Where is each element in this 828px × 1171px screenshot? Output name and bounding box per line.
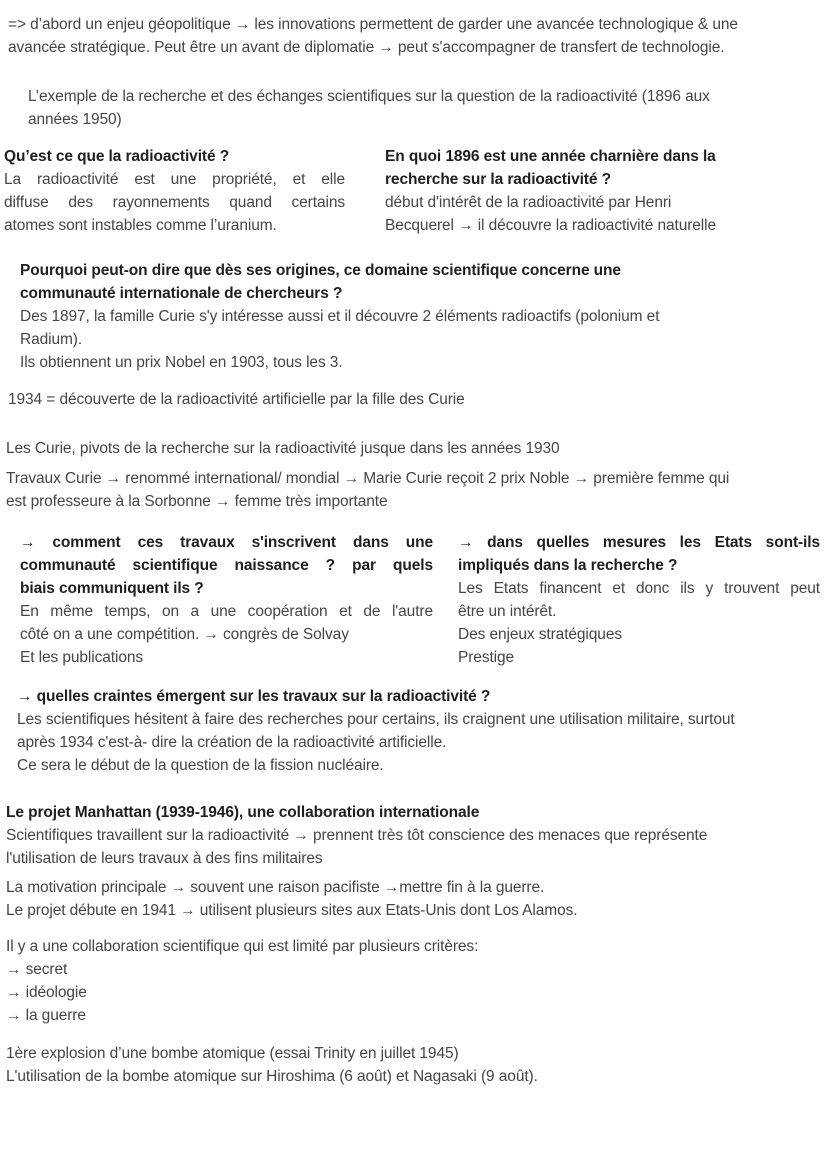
section-title: Le projet Manhattan (1939-1946), une collaboration internationale bbox=[6, 804, 480, 821]
qa-1896-block bbox=[385, 145, 800, 237]
answer-line: Radium). bbox=[20, 331, 83, 348]
intro-paragraph bbox=[8, 0, 828, 59]
answer-line: atomes sont instables comme l’uranium. bbox=[4, 217, 277, 234]
manhattan-line: Scientifiques travaillent sur la radioactivité → prennent très tôt conscience des menaces que représente bbox=[6, 827, 708, 844]
qa-communication-block bbox=[20, 531, 433, 669]
question-heading: communauté scientifique naissance ? par quels bbox=[20, 557, 433, 574]
question-heading: → dans quelles mesures les Etats sont-ils bbox=[458, 534, 820, 551]
answer-line: Des enjeux stratégiques bbox=[458, 626, 622, 643]
note-1934 bbox=[8, 388, 828, 411]
criteria-item: → la guerre bbox=[6, 1007, 86, 1024]
manhattan-line: l'utilisation de leurs travaux à des fins militaires bbox=[6, 850, 323, 867]
curie-pivots-paragraph bbox=[6, 437, 828, 460]
answer-line: Des 1897, la famille Curie s'y intéresse aussi et il découvre 2 éléments radioactifs (polonium et bbox=[20, 308, 660, 325]
question-heading: → comment ces travaux s'inscrivent dans une bbox=[20, 534, 433, 551]
answer-line: après 1934 c'est-à- dire la création de la radioactivité artificielle. bbox=[17, 734, 447, 751]
qa-etats-block bbox=[458, 531, 820, 669]
answer-line: La radioactivité est une propriété, et elle bbox=[4, 171, 345, 188]
manhattan-section bbox=[6, 801, 828, 870]
question-heading: En quoi 1896 est une année charnière dans la bbox=[385, 148, 716, 165]
question-heading: recherche sur la radioactivité ? bbox=[385, 171, 611, 188]
bombe-paragraph bbox=[6, 1042, 828, 1088]
motivation-paragraph bbox=[6, 876, 828, 922]
note-line: 1934 = découverte de la radioactivité artificielle par la fille des Curie bbox=[8, 391, 465, 408]
answer-line: côté on a une compétition. → congrès de Solvay bbox=[20, 626, 349, 643]
question-heading: Pourquoi peut-on dire que dès ses origines, ce domaine scientifique concerne une bbox=[20, 262, 621, 279]
collaboration-criteria-block bbox=[6, 935, 828, 1027]
answer-line: Ils obtiennent un prix Nobel en 1903, tous les 3. bbox=[20, 354, 343, 371]
question-heading: impliqués dans la recherche ? bbox=[458, 557, 678, 574]
bombe-line: L'utilisation de la bombe atomique sur Hiroshima (6 août) et Nagasaki (9 août). bbox=[6, 1068, 538, 1085]
answer-line: être un intérêt. bbox=[458, 603, 557, 620]
criteria-intro: Il y a une collaboration scientifique qui est limité par plusieurs critères: bbox=[6, 938, 479, 955]
qa-craintes-block bbox=[17, 685, 828, 777]
answer-line: Les Etats financent et donc ils y trouvent peut bbox=[458, 580, 820, 597]
intro-line: avancée stratégique. Peut être un avant de diplomatie → peut s'accompagner de transfert de technologie. bbox=[8, 39, 725, 56]
answer-line: Ce sera le début de la question de la fission nucléaire. bbox=[17, 757, 384, 774]
question-heading: → quelles craintes émergent sur les travaux sur la radioactivité ? bbox=[17, 688, 491, 705]
criteria-item: → idéologie bbox=[6, 984, 87, 1001]
curie-line: Les Curie, pivots de la recherche sur la radioactivité jusque dans les années 1930 bbox=[6, 440, 560, 457]
qa-columns-definition-1896 bbox=[4, 145, 828, 237]
example-line: années 1950) bbox=[28, 111, 122, 128]
motivation-line: La motivation principale → souvent une raison pacifiste →mettre fin à la guerre. bbox=[6, 879, 545, 896]
motivation-line: Le projet débute en 1941 → utilisent plusieurs sites aux Etats-Unis dont Los Alamos. bbox=[6, 902, 578, 919]
question-heading: Qu’est ce que la radioactivité ? bbox=[4, 148, 230, 165]
answer-line: En même temps, on a une coopération et de l'autre bbox=[20, 603, 433, 620]
answer-line: Et les publications bbox=[20, 649, 144, 666]
answer-line: Prestige bbox=[458, 649, 515, 666]
bombe-line: 1ère explosion d’une bombe atomique (essai Trinity en juillet 1945) bbox=[6, 1045, 459, 1062]
example-paragraph bbox=[28, 85, 828, 131]
criteria-item: → secret bbox=[6, 961, 68, 978]
question-heading: communauté internationale de chercheurs ? bbox=[20, 285, 343, 302]
answer-line: Les scientifiques hésitent à faire des recherches pour certains, ils craignent une utilisation militaire, surtout bbox=[17, 711, 735, 728]
question-heading: biais communiquent ils ? bbox=[20, 580, 204, 597]
intro-line: => d’abord un enjeu géopolitique → les innovations permettent de garder une avancée technologique & une bbox=[8, 16, 738, 33]
qa-communaute-block bbox=[20, 259, 828, 374]
answer-line: diffuse des rayonnements quand certains bbox=[4, 194, 345, 211]
travaux-line: Travaux Curie → renommé international/ mondial → Marie Curie reçoit 2 prix Noble → première femme qui bbox=[6, 470, 730, 487]
answer-line: Becquerel → il découvre la radioactivité naturelle bbox=[385, 217, 717, 234]
example-line: L’exemple de la recherche et des échanges scientifiques sur la question de la radioactivité (1896 aux bbox=[28, 88, 710, 105]
travaux-line: est professeure à la Sorbonne → femme très importante bbox=[6, 493, 388, 510]
qa-definition-block bbox=[4, 145, 345, 237]
travaux-curie-paragraph bbox=[6, 467, 828, 513]
qa-columns-communication-etats bbox=[20, 531, 828, 669]
answer-line: début d'intérêt de la radioactivité par Henri bbox=[385, 194, 672, 211]
